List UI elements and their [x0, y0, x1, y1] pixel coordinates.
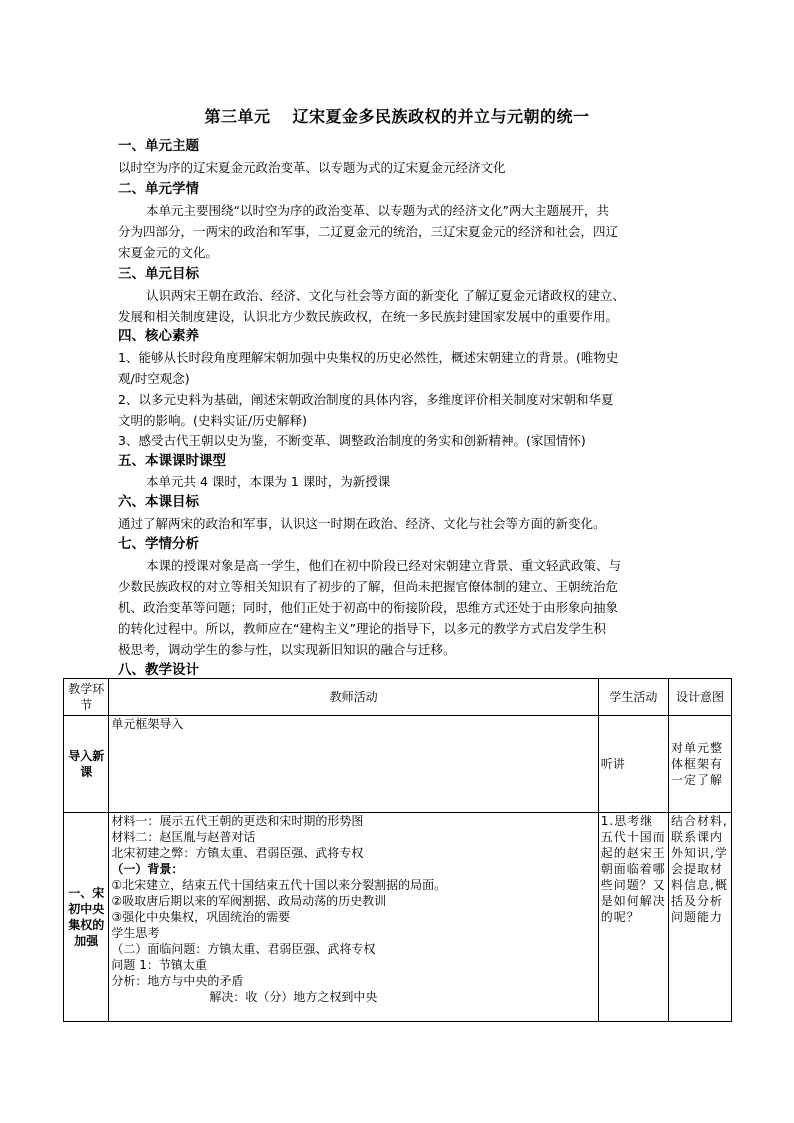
section-7-line: 的转化过程中。所以，教师应在“建构主义”理论的指导下，以多元的教学方式启发学生积: [118, 621, 606, 636]
row2-intent: 结合材料,联系课内外知识,学会提取材料信息,概括及分析问题能力: [669, 813, 732, 1022]
section-1-heading: 一、单元主题: [118, 138, 199, 154]
section-5-text: 本单元共 4 课时，本课为 1 课时，为新授课: [146, 474, 391, 489]
section-3-heading: 三、单元目标: [118, 266, 199, 282]
row2-student: 1.思考继五代十国而起的赵宋王朝面临着哪些问题？又是如何解决的呢？: [598, 813, 668, 1022]
section-7-line: 本课的授课对象是高一学生，他们在初中阶段已经对宋朝建立背景、重文轻武政策、与: [146, 558, 622, 573]
section-4-heading: 四、核心素养: [118, 328, 199, 344]
header-teacher: 教师活动: [109, 679, 598, 716]
section-7-line: 机、政治变革等问题；同时，他们正处于初高中的衔接阶段，思维方式还处于由形象向抽象: [118, 600, 619, 615]
section-4-line: 观/时空观念): [118, 371, 190, 386]
section-4-line: 1、能够从长时段角度理解宋朝加强中央集权的历史必然性，概述宋朝建立的背景。(唯物史: [118, 350, 619, 365]
table-header-row: [64, 679, 732, 716]
section-6-heading: 六、本课目标: [118, 494, 199, 510]
section-3-line: 认识两宋王朝在政治、经济、文化与社会等方面的新变化 了解辽夏金元诸政权的建立、: [146, 288, 625, 303]
row2-teacher-line: （二）面临问题：方镇太重、君弱臣强、武将专权: [111, 942, 376, 956]
row2-teacher-line: 学生思考: [111, 926, 160, 940]
row1-stage: 导入新课: [64, 716, 109, 813]
section-7-line: 少数民族政权的对立等相关知识有了初步的了解，但尚未把握官僚体制的建立、王朝统治危: [118, 579, 619, 594]
section-1-text: 以时空为序的辽宋夏金元政治变革、以专题为式的辽宋夏金元经济文化: [118, 160, 506, 175]
row2-teacher-line: ②吸取唐后期以来的军阀割据、政局动荡的历史教训: [111, 894, 387, 908]
section-3-line: 发展和相关制度建设，认识北方少数民族政权，在统一多民族封建国家发展中的重要作用。: [118, 309, 619, 324]
row1-intent: 对单元整体框架有一定了解: [669, 716, 732, 813]
header-stage: 教学环节: [64, 679, 109, 716]
section-4-line: 3、感受古代王朝以史为鉴，不断变革、调整政治制度的务实和创新精神。(家国情怀): [118, 433, 586, 448]
section-2-line: 本单元主要围绕“以时空为序的政治变革、以专题为式的经济文化”两大主题展开，共: [146, 203, 609, 218]
teaching-design-table: [63, 678, 732, 1022]
header-student: 学生活动: [598, 679, 668, 716]
section-4-line: 2、以多元史料为基础，阐述宋朝政治制度的具体内容，多维度评价相关制度对宋朝和华夏: [118, 392, 614, 407]
section-7-heading: 七、学情分析: [118, 536, 199, 552]
row1-teacher: 单元框架导入: [109, 716, 598, 813]
row2-teacher-line: ①北宋建立，结束五代十国结束五代十国以来分裂割据的局面。: [111, 878, 447, 892]
row2-teacher-line: 解决：收（分）地方之权到中央: [209, 990, 378, 1004]
section-2-line: 分为四部分，一两宋的政治和军事，二辽夏金元的统治，三辽宋夏金元的经济和社会，四辽: [118, 224, 619, 239]
row2-teacher-line: 北宋初建之弊：方镇太重、君弱臣强、武将专权: [111, 846, 364, 860]
row2-teacher-line: （一）背景：: [111, 862, 184, 876]
table-row: [64, 716, 732, 813]
row1-student: 听讲: [598, 716, 668, 813]
section-2-line: 宋夏金元的文化。: [118, 245, 219, 260]
row2-teacher-line: ③强化中央集权，巩固统治的需要: [111, 910, 291, 924]
section-4-line: 文明的影响。(史料实证/历史解释): [118, 413, 307, 428]
section-2-heading: 二、单元学情: [118, 181, 199, 197]
title-topic: 辽宋夏金多民族政权的并立与元朝的统一: [292, 107, 590, 126]
table-row: [64, 813, 732, 1022]
section-8-heading: 八、教学设计: [118, 662, 199, 678]
section-5-heading: 五、本课课时课型: [118, 453, 226, 469]
title-unit: 第三单元: [204, 107, 271, 126]
row2-teacher-line: 材料二：赵匡胤与赵普对话: [111, 830, 256, 844]
row2-teacher: [109, 813, 598, 1022]
row2-stage: 一、宋初中央集权的加强: [64, 813, 109, 1022]
page-title: [0, 104, 794, 127]
row2-teacher-line: 材料一：展示五代王朝的更迭和宋时期的形势图: [111, 814, 364, 828]
row2-teacher-line: 问题 1：节镇太重: [111, 958, 207, 972]
section-6-text: 通过了解两宋的政治和军事，认识这一时期在政治、经济、文化与社会等方面的新变化。: [118, 516, 606, 531]
section-7-line: 极思考，调动学生的参与性，以实现新旧知识的融合与迁移。: [118, 642, 456, 657]
header-intent: 设计意图: [669, 679, 732, 716]
row2-teacher-line: 分析：地方与中央的矛盾: [111, 974, 244, 988]
